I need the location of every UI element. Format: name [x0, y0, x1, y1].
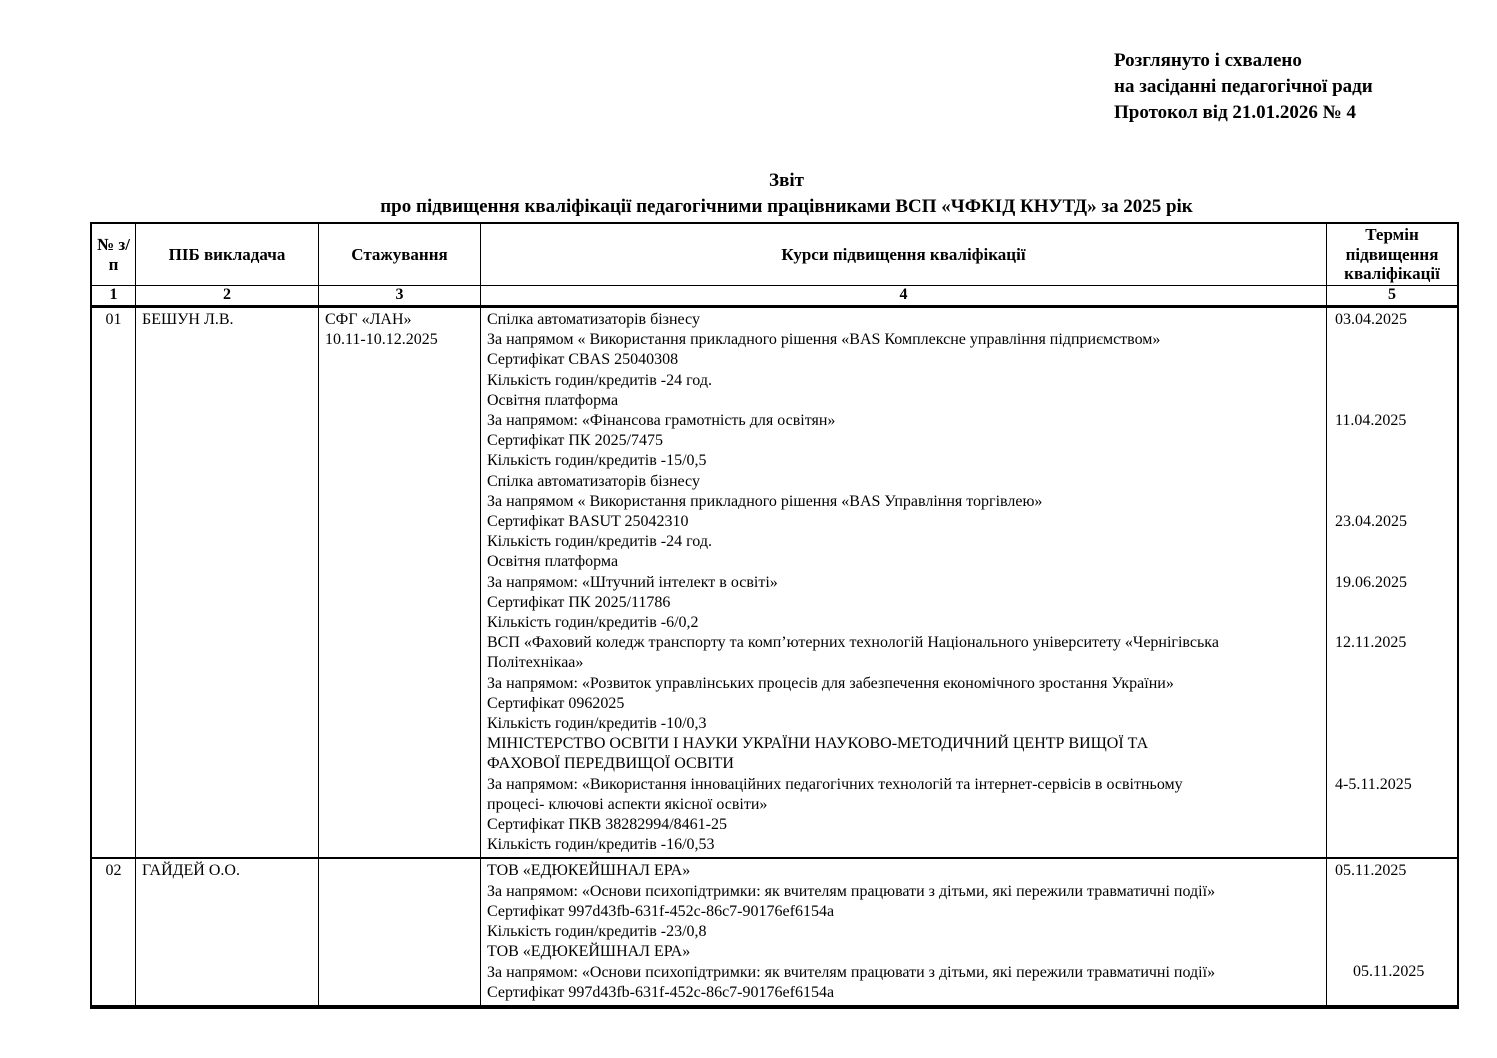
internship-line: 10.11-10.12.2025 [325, 331, 438, 349]
column-number: 1 [92, 286, 136, 305]
term-date: 11.04.2025 [1335, 412, 1407, 429]
course-line: Сертифікат 997d43fb-631f-452c-86c7-90176ef6154a [487, 983, 835, 1001]
header-internship: Стажування [319, 224, 481, 285]
table-row [92, 859, 1457, 1004]
internship-cell [319, 859, 481, 1004]
course-line: Сертифікат 0962025 [487, 694, 625, 712]
column-number-row [92, 286, 1457, 308]
course-line: За напрямом: «Використання інноваційних педагогічних технологій та інтернет-сервісів в освітньому [487, 775, 1183, 793]
course-line: За напрямом « Використання прикладного рішення «BAS Управління торгівлею» [487, 492, 1043, 510]
course-line: За напрямом: «Основи психопідтримки: як вчителям працювати з дітьми, які пережили травматичні події» [487, 963, 1216, 981]
course-line: За напрямом: «Фінансова грамотність для освітян» [487, 412, 836, 430]
term-dates-cell [1327, 859, 1457, 1004]
column-number: 2 [136, 286, 319, 305]
row-number-cell: 01 [92, 308, 136, 857]
courses-cell [481, 308, 1327, 857]
course-line: Кількість годин/кредитів -10/0,3 [487, 715, 707, 733]
course-line: Сертифікат ПКВ 38282994/8461-25 [487, 816, 728, 834]
course-line: Кількість годин/кредитів -15/0,5 [487, 452, 707, 470]
row-number-cell: 02 [92, 859, 136, 1004]
header-term: Термін підвищення кваліфікації [1344, 225, 1440, 284]
header-teacher-name: ПІБ викладача [136, 224, 319, 285]
term-dates-cell [1327, 308, 1457, 857]
approval-note [1114, 48, 1373, 126]
course-line: Освітня платформа [487, 391, 619, 409]
term-date: 05.11.2025 [1335, 862, 1407, 880]
term-date: 4-5.11.2025 [1335, 775, 1412, 793]
course-line: Кількість годин/кредитів -24 год. [487, 371, 712, 389]
course-line: Спілка автоматизаторів бізнесу [487, 311, 700, 328]
course-line: Кількість годин/кредитів -16/0,53 [487, 836, 715, 854]
table-header-row [92, 224, 1457, 286]
internship-line: СФГ «ЛАН» [325, 311, 412, 328]
course-line: Сертифікат ПК 2025/7475 [487, 432, 664, 450]
approval-note-line: Протокол від 21.01.2026 № 4 [1114, 102, 1357, 123]
course-line: процесі- ключові аспекти якісної освіти» [487, 795, 768, 813]
course-line: Кількість годин/кредитів -23/0,8 [487, 923, 707, 941]
term-date: 03.04.2025 [1335, 311, 1407, 328]
course-line: МІНІСТЕРСТВО ОСВІТИ І НАУКИ УКРАЇНИ НАУКОВО-МЕТОДИЧНИЙ ЦЕНТР ВИЩОЇ ТА [487, 735, 1149, 753]
internship-cell [319, 308, 481, 857]
course-line: ФАХОВОЇ ПЕРЕДВИЩОЇ ОСВІТИ [487, 755, 734, 773]
table-row [92, 308, 1457, 859]
page-title-line: про підвищення кваліфікації педагогічними працівниками ВСП «ЧФКІД КНУТД» за 2025 рік [380, 196, 1193, 217]
course-line: Кількість годин/кредитів -24 год. [487, 533, 712, 551]
course-line: За напрямом: «Основи психопідтримки: як вчителям працювати з дітьми, які пережили травматичні події» [487, 882, 1216, 900]
teacher-name-cell: ГАЙДЕЙ О.О. [136, 859, 319, 1004]
term-date: 19.06.2025 [1335, 573, 1407, 591]
column-number: 5 [1388, 286, 1396, 303]
term-date: 23.04.2025 [1335, 513, 1407, 530]
course-line: За напрямом: «Штучний інтелект в освіті» [487, 573, 778, 591]
teacher-name-cell: БЕШУН Л.В. [136, 308, 319, 857]
course-line: Кількість годин/кредитів -6/0,2 [487, 614, 699, 632]
course-line: ТОВ «ЕДЮКЕЙШНАЛ ЕРА» [487, 943, 691, 961]
course-line: Освітня платформа [487, 553, 619, 571]
course-line: Сертифікат CBAS 25040308 [487, 351, 679, 369]
course-line: Політехнікаа» [487, 654, 584, 672]
approval-note-line: Розглянуто і схвалено [1114, 50, 1302, 71]
course-line: За напрямом « Використання прикладного рішення «BAS Комплексне управління підприємством» [487, 331, 1161, 349]
header-courses: Курси підвищення кваліфікації [481, 224, 1327, 285]
courses-cell [481, 859, 1327, 1004]
column-number: 4 [481, 286, 1327, 305]
term-date: 05.11.2025 [1353, 963, 1425, 981]
course-line: За напрямом: «Розвиток управлінських процесів для забезпечення економічного зростання України» [487, 674, 1174, 692]
course-line: ВСП «Фаховий коледж транспорту та комп’ютерних технологій Національного університету «Чернігівська [487, 634, 1219, 652]
course-line: Сертифікат BASUT 25042310 [487, 513, 689, 531]
course-line: Сертифікат 997d43fb-631f-452c-86c7-90176ef6154a [487, 902, 835, 920]
page-title-line: Звіт [769, 170, 804, 191]
qualification-table [90, 222, 1459, 1009]
term-date: 12.11.2025 [1335, 634, 1407, 652]
course-line: Спілка автоматизаторів бізнесу [487, 472, 700, 490]
course-line: ТОВ «ЕДЮКЕЙШНАЛ ЕРА» [487, 862, 691, 880]
approval-note-line: на засіданні педагогічної ради [1114, 76, 1373, 97]
table-body [92, 308, 1457, 1005]
page-title [104, 168, 1469, 220]
course-line: Сертифікат ПК 2025/11786 [487, 593, 671, 611]
column-number: 3 [319, 286, 481, 305]
header-row-number: № з/п [92, 224, 136, 285]
